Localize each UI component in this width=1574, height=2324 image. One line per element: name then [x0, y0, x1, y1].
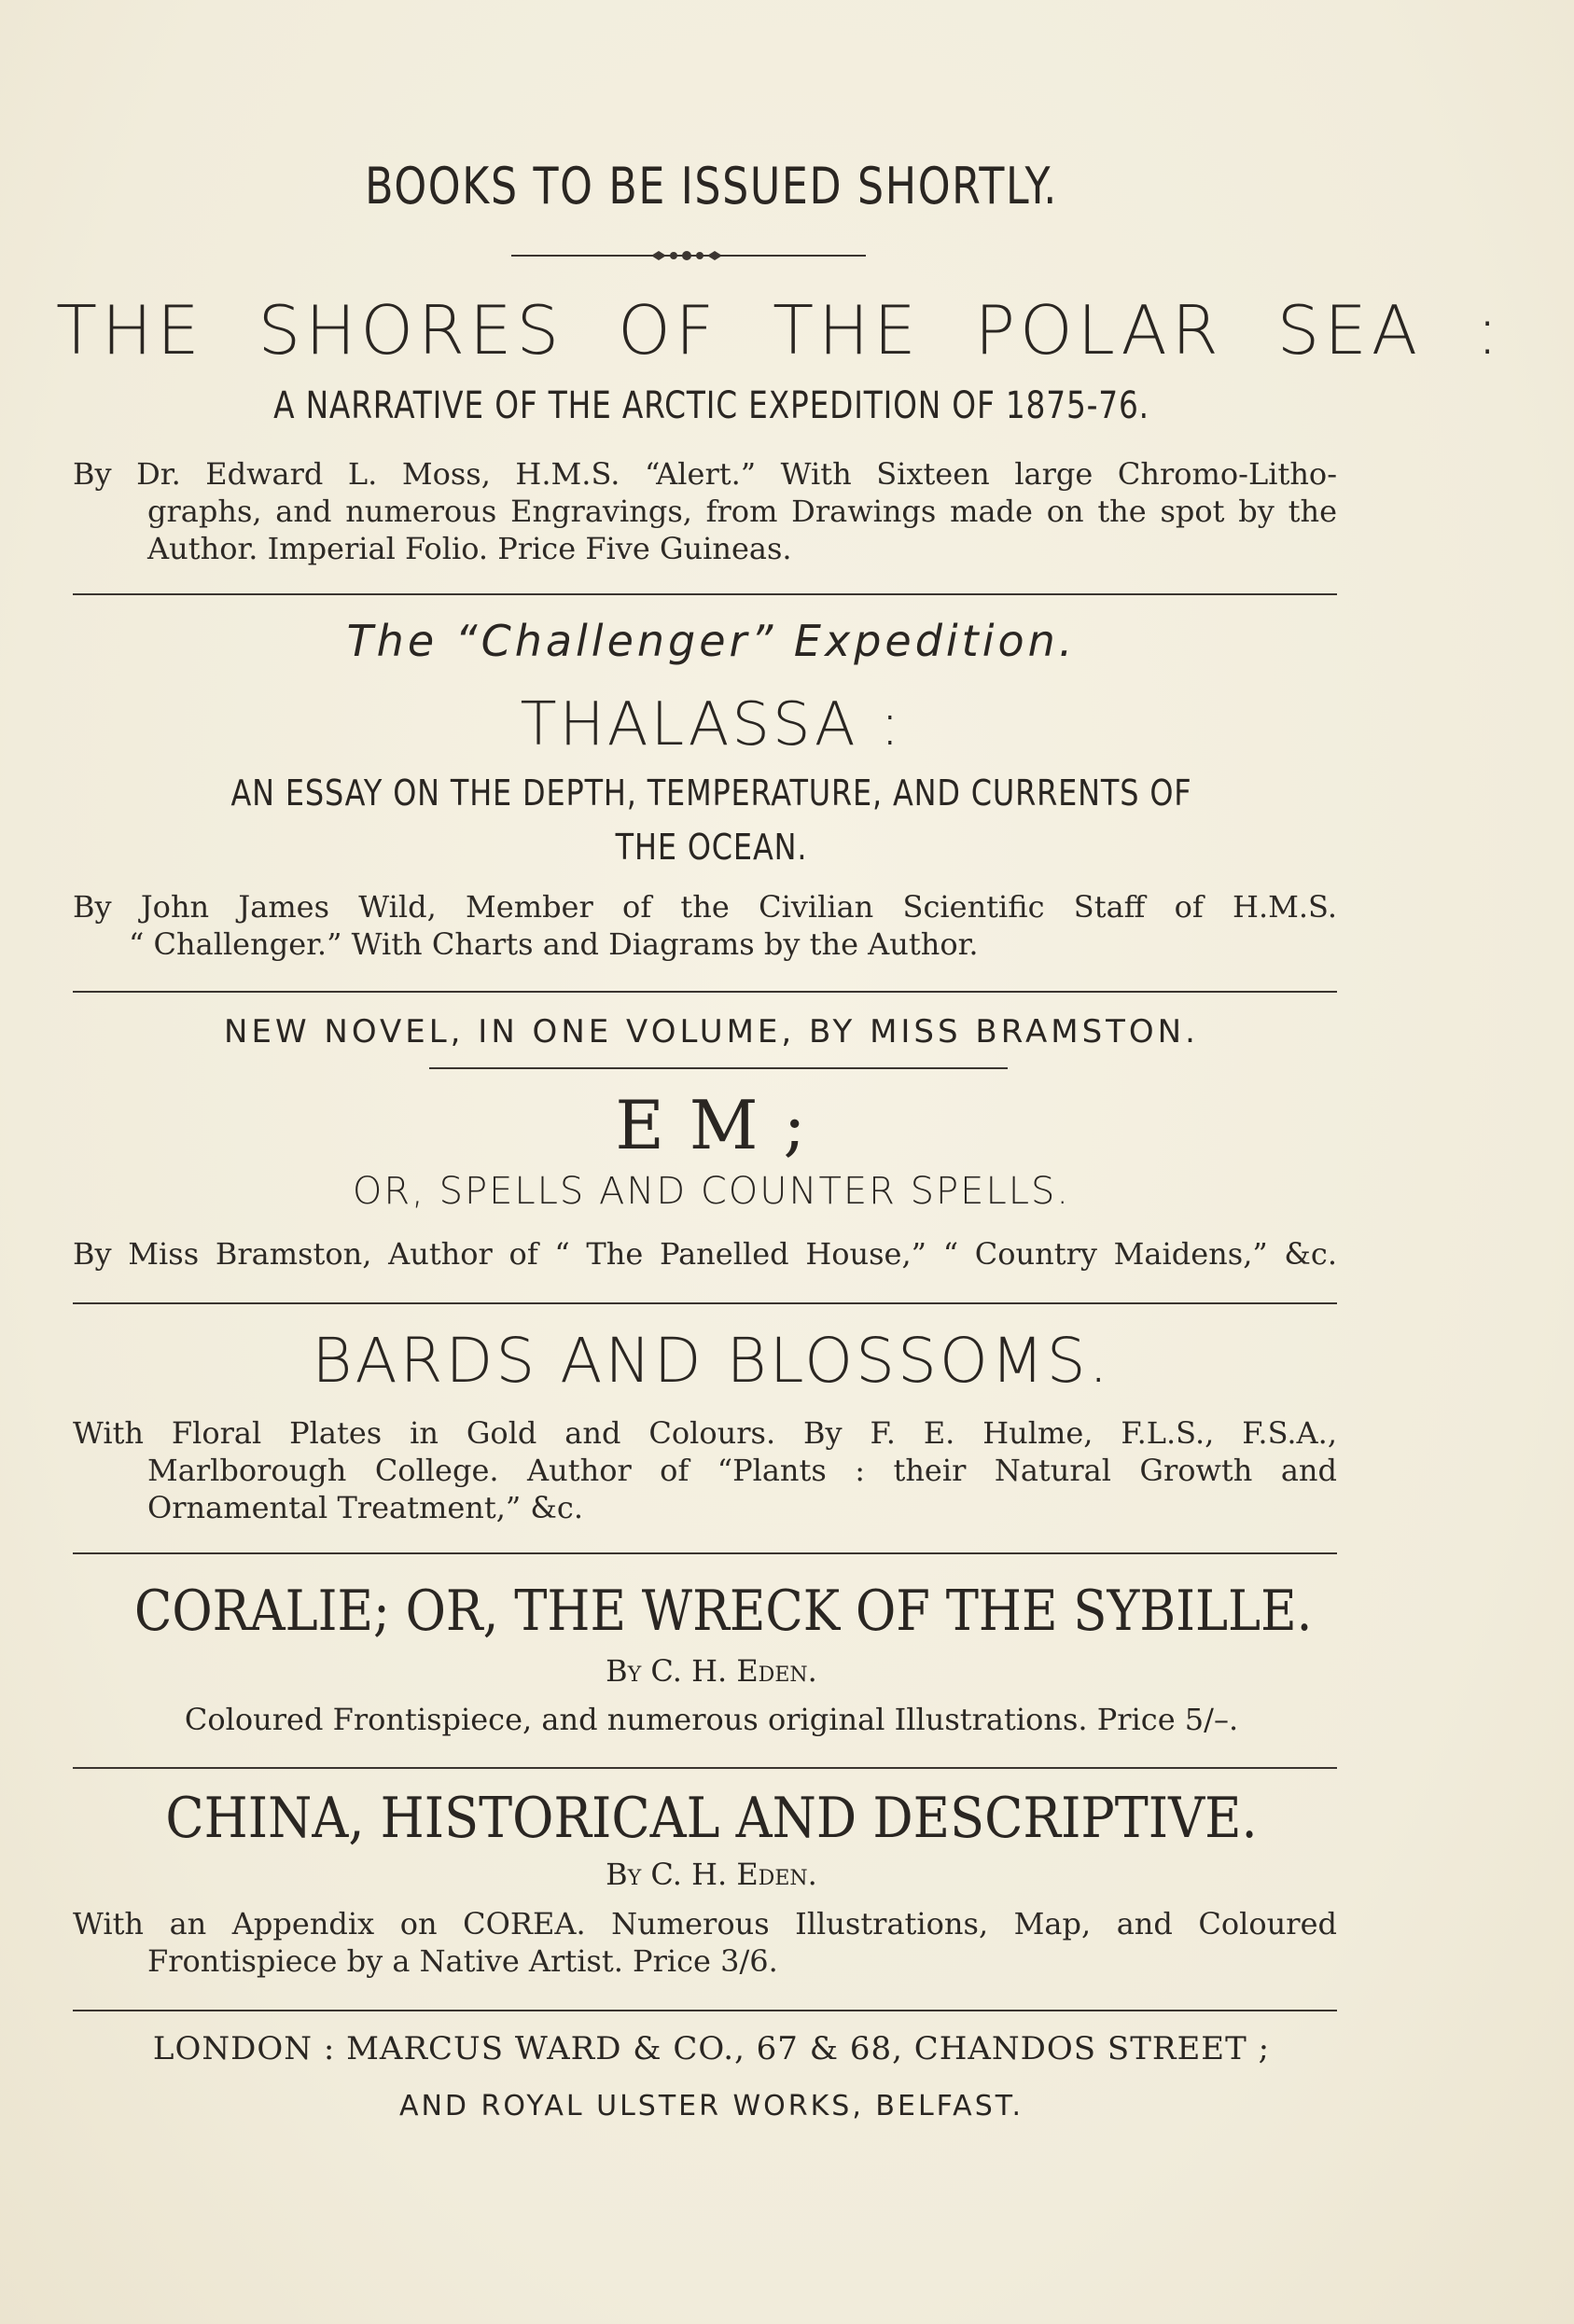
desc-line: Frontispiece by a Native Artist. Price 3/6. [147, 1943, 778, 1979]
desc-line: Marlborough College. Author of “Plants : their Natural Growth and [147, 1453, 1337, 1488]
desc-line: Author. Imperial Folio. Price Five Guineas. [147, 531, 792, 566]
book-subtitle-thalassa-2: THE OCEAN. [615, 827, 808, 868]
book-title-china: CHINA, HISTORICAL AND DESCRIPTIVE. [165, 1786, 1258, 1851]
page-heading: BOOKS TO BE ISSUED SHORTLY. [365, 157, 1058, 216]
desc-line: graphs, and numerous Engravings, from Drawings made on the spot by the [147, 494, 1337, 529]
desc-line: By Dr. Edward L. Moss, H.M.S. “Alert.” With Sixteen large Chromo-Litho- [73, 456, 1337, 492]
book-title-bards: BARDS AND BLOSSOMS. [312, 1325, 1111, 1397]
book-title-em: E M ; [615, 1086, 808, 1164]
book-title-coralie: CORALIE; OR, THE WRECK OF THE SYBILLE. [134, 1579, 1313, 1644]
book-desc-em [73, 1235, 1337, 1273]
desc-line: “ Challenger.” With Charts and Diagrams by the Author. [129, 926, 979, 962]
section-rule [73, 1767, 1337, 1769]
book-kicker-challenger: The “Challenger” Expedition. [346, 616, 1077, 666]
book-kicker-bramston: NEW NOVEL, IN ONE VOLUME, BY MISS BRAMSTON. [224, 1013, 1199, 1051]
section-rule-short [429, 1067, 1008, 1069]
book-desc-china [73, 1905, 1337, 1980]
book-desc-bards [73, 1414, 1337, 1526]
imprint-line-1: LONDON : MARCUS WARD & CO., 67 & 68, CHANDOS STREET ; [152, 2030, 1271, 2067]
ornament-divider-icon [511, 248, 866, 263]
desc-line: By John James Wild, Member of the Civilian Scientific Staff of H.M.S. [73, 889, 1337, 925]
ornament-divider [511, 248, 866, 263]
desc-line: With an Appendix on COREA. Numerous Illustrations, Map, and Coloured [73, 1906, 1337, 1941]
book-title-thalassa: THALASSA : [520, 690, 903, 759]
section-rule [73, 593, 1337, 595]
section-rule [73, 1552, 1337, 1554]
desc-line: With Floral Plates in Gold and Colours. By F. E. Hulme, F.L.S., F.S.A., [73, 1415, 1337, 1451]
book-subtitle-thalassa-1: AN ESSAY ON THE DEPTH, TEMPERATURE, AND CURRENTS OF [230, 772, 1192, 814]
book-byline-china: By C. H. Eden. [606, 1857, 817, 1892]
book-desc-thalassa [73, 888, 1337, 963]
section-rule [73, 991, 1337, 993]
book-desc-polar-sea [73, 455, 1337, 567]
desc-line: By Miss Bramston, Author of “ The Panelled House,” “ Country Maidens,” &c. [73, 1236, 1337, 1272]
imprint-line-2: AND ROYAL ULSTER WORKS, BELFAST. [398, 2090, 1024, 2122]
book-title-polar-sea: THE SHORES OF THE POLAR SEA : [56, 291, 1504, 369]
section-rule [73, 1302, 1337, 1304]
book-subtitle-polar-sea: A NARRATIVE OF THE ARCTIC EXPEDITION OF 1875-76. [273, 384, 1149, 427]
desc-line: Ornamental Treatment,” &c. [147, 1490, 583, 1525]
book-desc-coralie: Coloured Frontispiece, and numerous original Illustrations. Price 5/–. [184, 1702, 1239, 1737]
book-byline-coralie: By C. H. Eden. [606, 1653, 817, 1689]
section-rule [73, 2010, 1337, 2011]
book-subtitle-em: OR, SPELLS AND COUNTER SPELLS. [352, 1170, 1071, 1213]
